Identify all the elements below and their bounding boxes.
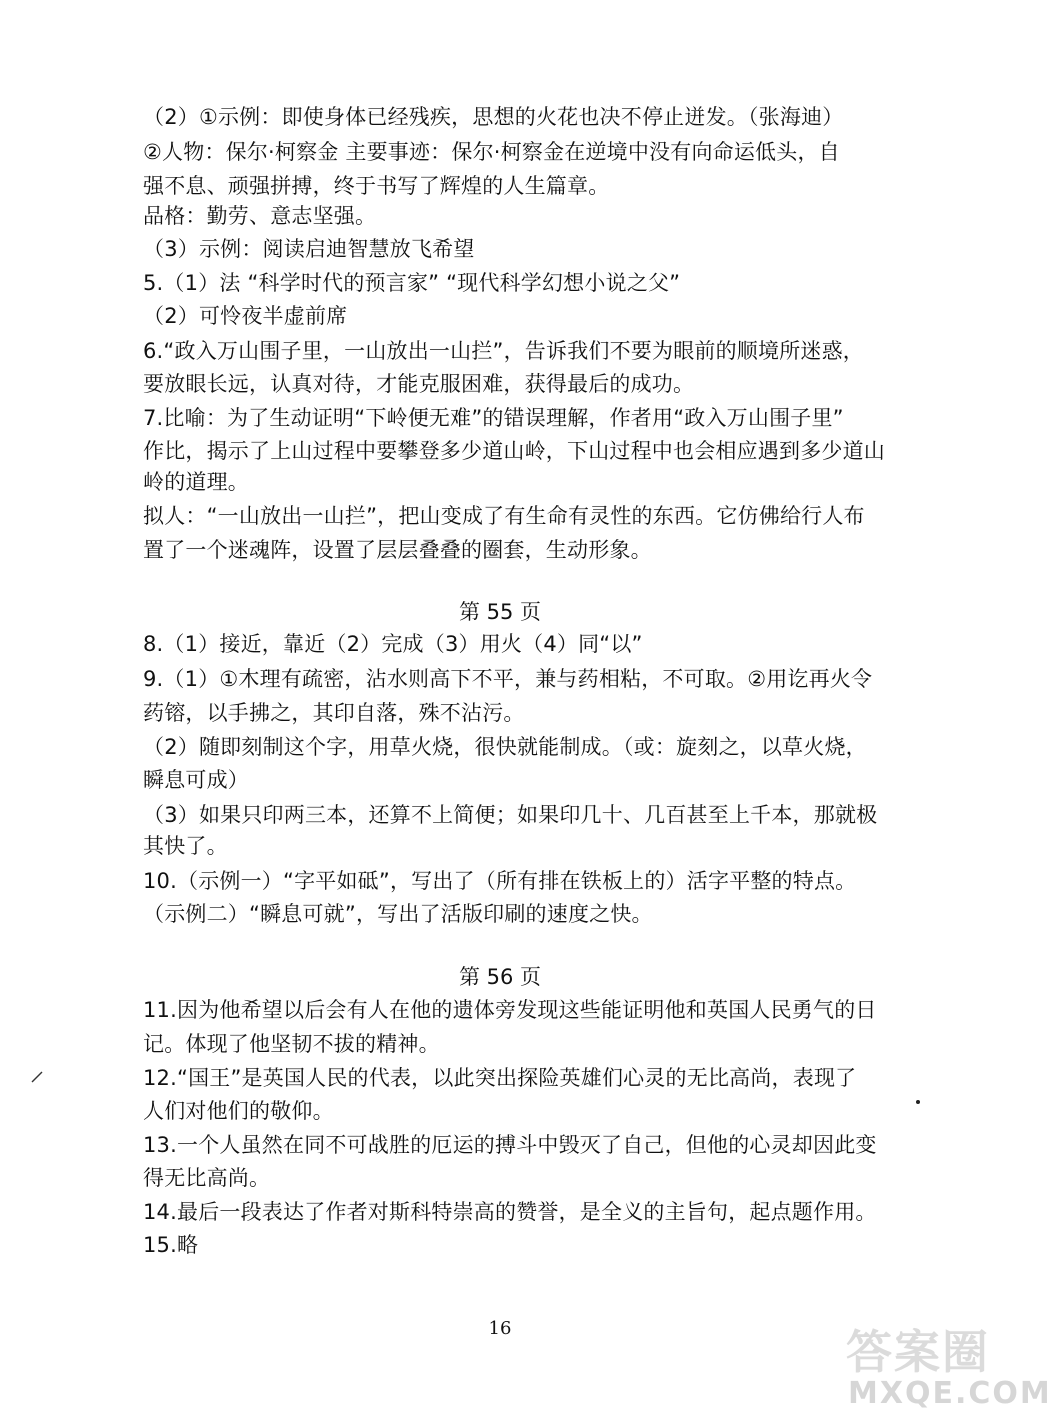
answer-line: 15.略: [143, 1233, 199, 1257]
answer-line: （2）①示例：即使身体已经残疾，思想的火花也决不停止迸发。（张海迪）: [143, 105, 844, 129]
answer-line: 人们对他们的敬仰。: [143, 1099, 334, 1123]
answer-line: 岭的道理。: [143, 470, 249, 494]
page-number: 16: [488, 1318, 512, 1339]
answer-line: 5.（1）法 “科学时代的预言家” “现代科学幻想小说之父”: [143, 271, 681, 295]
answer-line: 记。体现了他坚韧不拔的精神。: [143, 1032, 440, 1056]
answer-line: 强不息、顽强拼搏，终于书写了辉煌的人生篇章。: [143, 174, 610, 198]
scan-dot: [914, 1098, 922, 1106]
answer-line: 品格：勤劳、意志坚强。: [143, 204, 377, 228]
answer-line: 11.因为他希望以后会有人在他的遗体旁发现这些能证明他和英国人民勇气的日: [143, 998, 877, 1022]
answer-line: （3）如果只印两三本，还算不上简便；如果印几十、几百甚至上千本，那就极: [143, 803, 878, 827]
answer-line: 13.一个人虽然在同不可战胜的厄运的搏斗中毁灭了自己，但他的心灵却因此变: [143, 1133, 877, 1157]
watermark-logo: [840, 1312, 1052, 1422]
answer-line: 得无比高尚。: [143, 1166, 271, 1190]
watermark-text: 答案圈: [846, 1325, 990, 1379]
watermark-url: MXQE.COM: [848, 1376, 1052, 1411]
answer-line: 作比，揭示了上山过程中要攀登多少道山岭，下山过程中也会相应遇到多少道山: [143, 439, 885, 463]
answer-line: 要放眼长远，认真对待，才能克服困难，获得最后的成功。: [143, 372, 695, 396]
section-heading-page-56: 第 56 页: [458, 965, 542, 989]
answer-line: ②人物：保尔·柯察金 主要事迹：保尔·柯察金在逆境中没有向命运低头，自: [143, 140, 840, 164]
answer-line: 置了一个迷魂阵，设置了层层叠叠的圈套，生动形象。: [143, 538, 652, 562]
answer-line: 瞬息可成）: [143, 768, 249, 792]
answer-line: （示例二）“瞬息可就”，写出了活版印刷的速度之快。: [143, 902, 653, 926]
answer-line: 14.最后一段表达了作者对斯科特崇高的赞誉，是全义的主旨句，起点题作用。: [143, 1200, 877, 1224]
answer-line: 9.（1）①木理有疏密，沾水则高下不平，兼与药相粘，不可取。②用讫再火令: [143, 667, 873, 691]
answer-line: 拟人：“一山放出一山拦”，把山变成了有生命有灵性的东西。它仿佛给行人布: [143, 504, 865, 528]
answer-line: 12.“国王”是英国人民的代表，以此突出探险英雄们心灵的无比高尚，表现了: [143, 1066, 857, 1090]
section-heading-page-55: 第 55 页: [458, 600, 542, 624]
answer-line: 8.（1）接近，靠近（2）完成（3）用火（4）同“以”: [143, 632, 643, 656]
answer-line: 7.比喻：为了生动证明“下岭便无难”的错误理解，作者用“政入万山围子里”: [143, 406, 844, 430]
answer-line: （2）可怜夜半虚前席: [143, 304, 348, 328]
answer-line: 10.（示例一）“字平如砥”，写出了（所有排在铁板上的）活字平整的特点。: [143, 869, 857, 893]
answer-line: 药镕，以手拂之，其印自落，殊不沾污。: [143, 701, 525, 725]
scan-mark: [30, 1070, 44, 1084]
answer-line: 6.“政入万山围子里，一山放出一山拦”，告诉我们不要为眼前的顺境所迷惑，: [143, 339, 864, 363]
answer-line: （2）随即刻制这个字，用草火烧，很快就能制成。（或：旋刻之，以草火烧，: [143, 735, 867, 759]
answer-line: 其快了。: [143, 834, 228, 858]
answer-line: （3）示例：阅读启迪智慧放飞希望: [143, 237, 475, 261]
